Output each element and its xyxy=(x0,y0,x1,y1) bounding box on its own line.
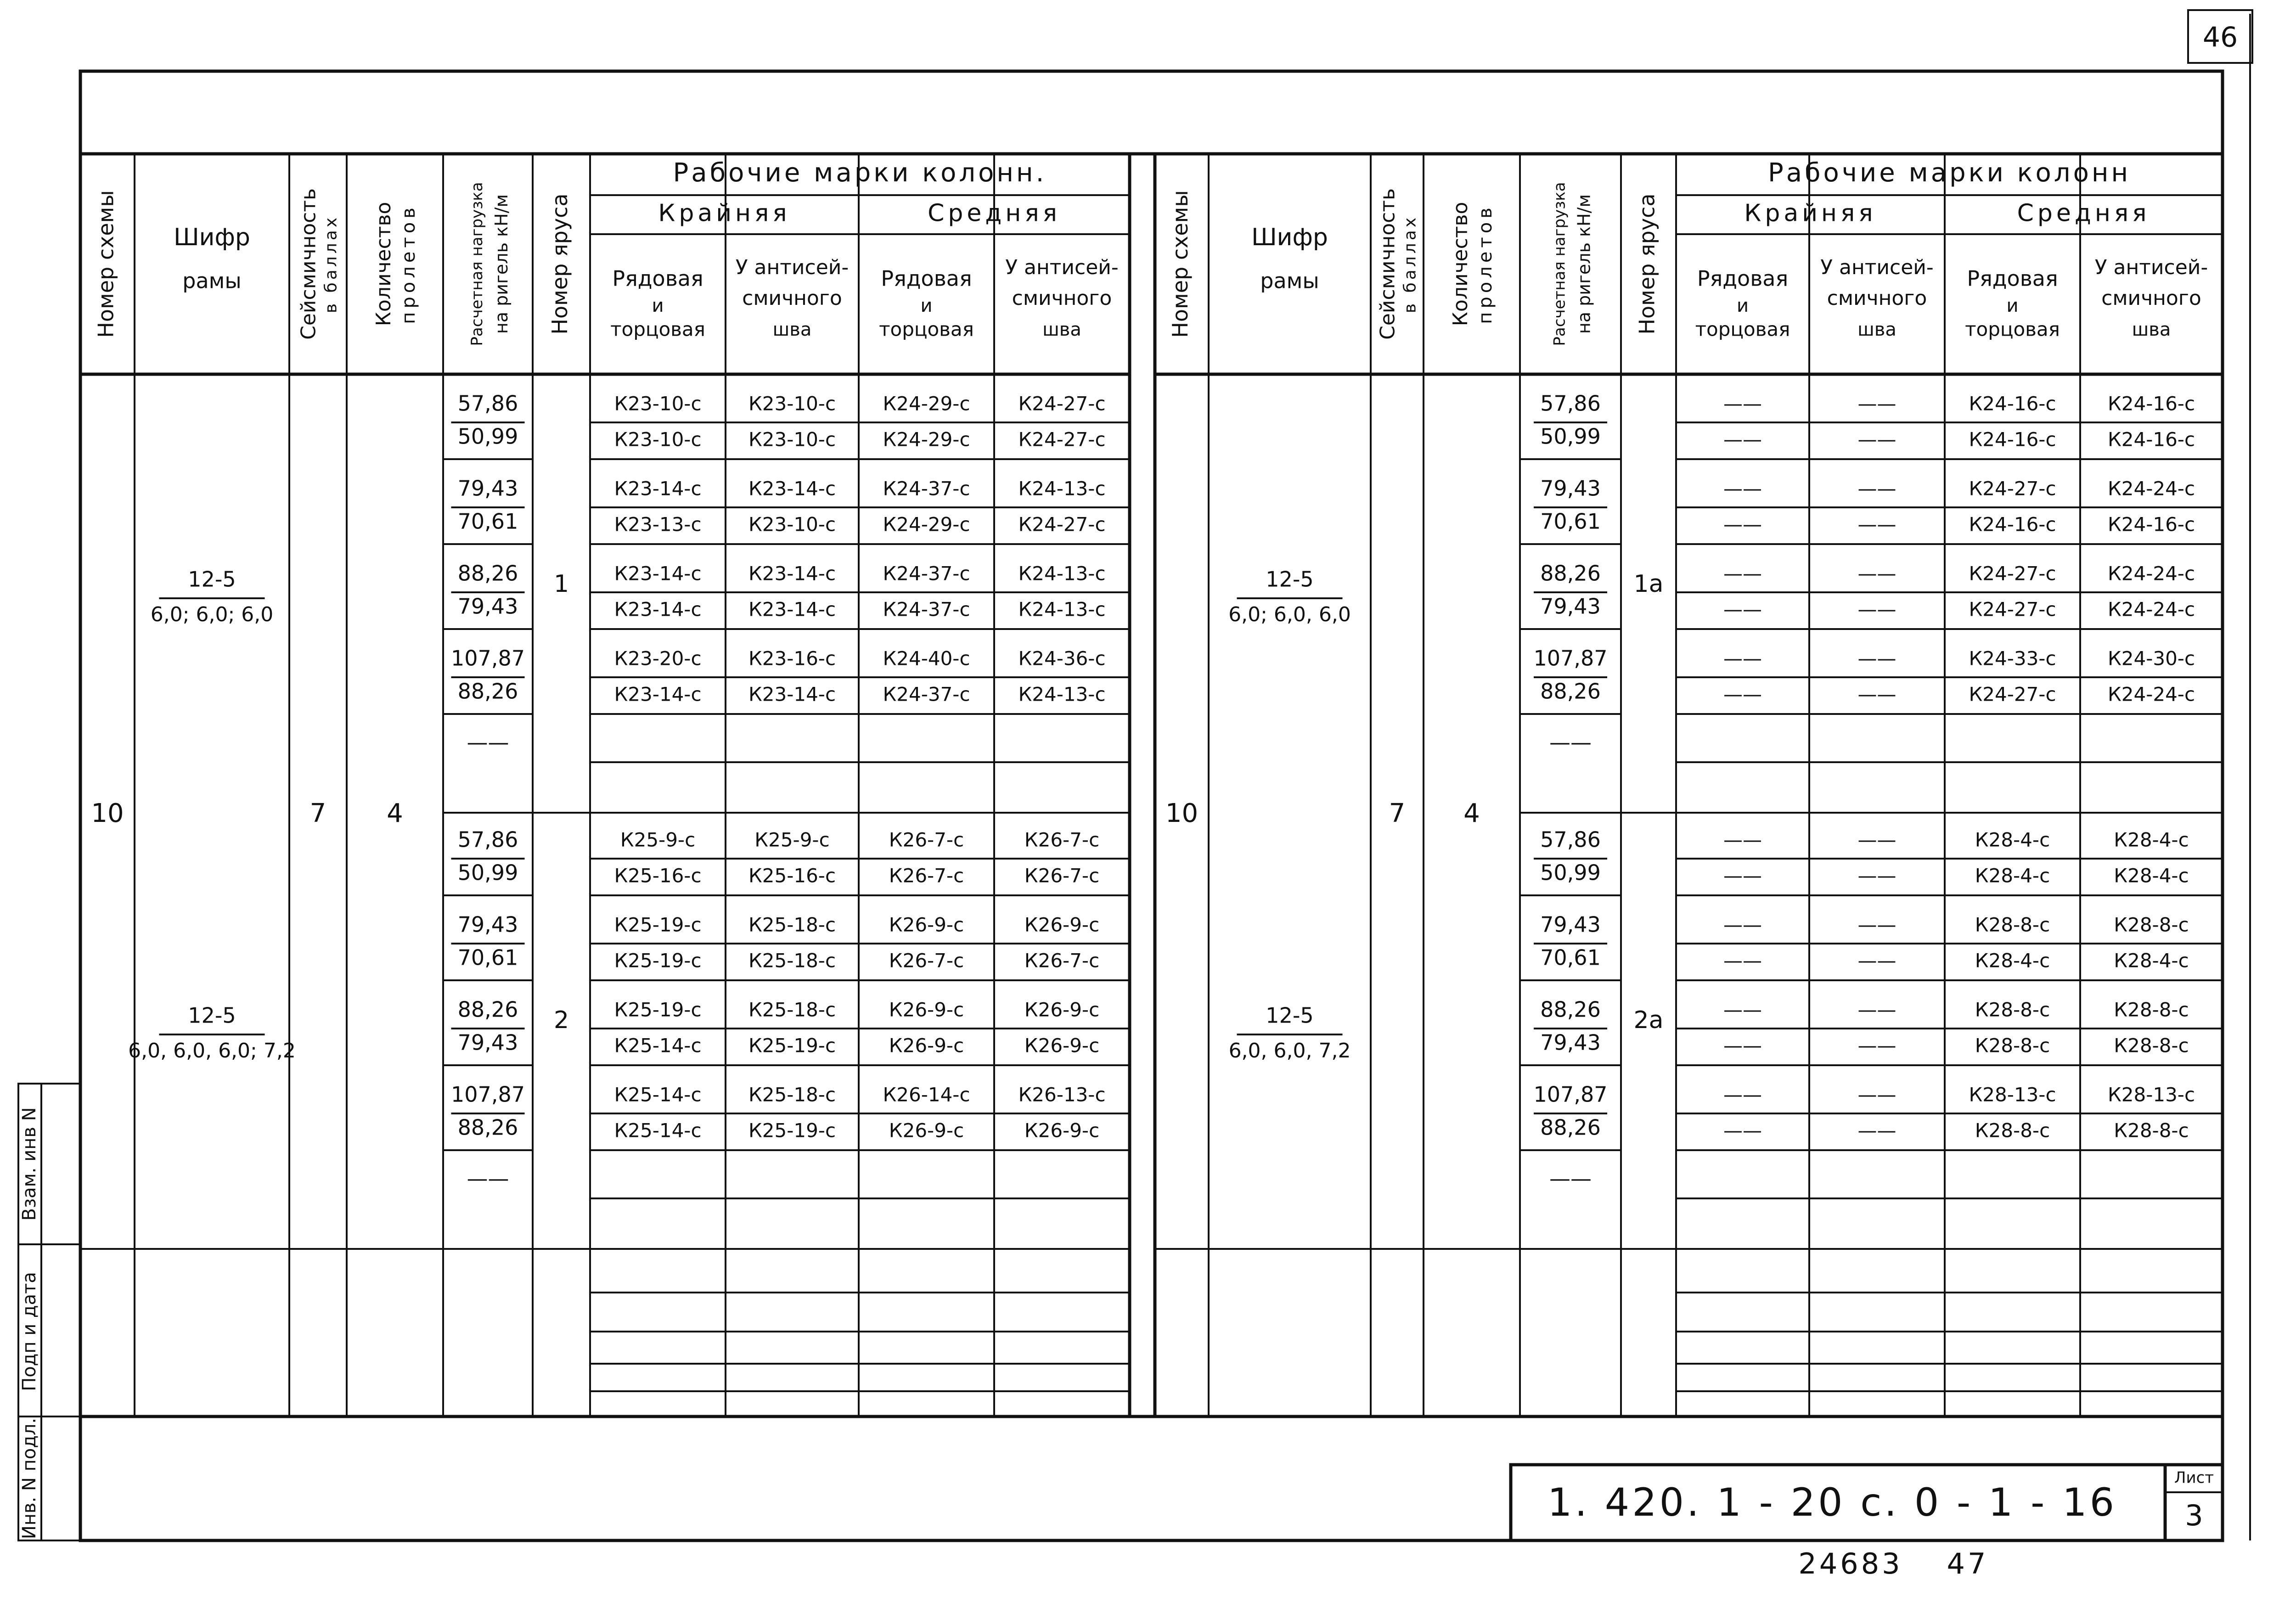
left_table-mark-top-1-0-3: К26-7-с xyxy=(1024,828,1100,851)
left_table-mark-top-1-2-2: К26-9-с xyxy=(889,998,964,1021)
left_table-load-top-0-3: 107,87 xyxy=(451,646,525,671)
right_table-load-top-0-0: 57,86 xyxy=(1540,391,1601,416)
right_table-hdr-anti-3-3: шва xyxy=(2132,319,2171,340)
left_table-mark-top-1-3-0: К25-14-с xyxy=(614,1083,702,1106)
right_table-mark-bottom-0-3-0: —— xyxy=(1723,683,1762,706)
left_table-hdr-rowcol-3-2: торцовая xyxy=(879,318,974,341)
left_table-hdr-tier-no: Номер яруса xyxy=(547,193,572,335)
right_table-frame-den-1: 6,0, 6,0, 7,2 xyxy=(1228,1039,1351,1062)
left_table-mark-bottom-0-0-2: К24-29-с xyxy=(883,428,970,451)
right_table-mark-bottom-0-2-0: —— xyxy=(1723,598,1762,621)
right_table-mark-top-0-3-2: К24-33-с xyxy=(1969,647,2056,670)
side-stamp-orig-inv: Инв. N подл. xyxy=(19,1417,40,1540)
right_table-mark-bottom-1-2-0: —— xyxy=(1723,1034,1762,1057)
right_table-mark-bottom-0-0-0: —— xyxy=(1723,428,1762,451)
archive-number: 24683 xyxy=(1798,1547,1903,1581)
right_table-hdr-edge: Крайняя xyxy=(1744,199,1877,227)
left_table-mark-bottom-1-3-0: К25-14-с xyxy=(614,1119,702,1142)
right_table-load-top-1-3: 107,87 xyxy=(1533,1082,1608,1107)
left_table-mark-bottom-0-2-0: К23-14-с xyxy=(614,598,702,621)
left_table-hdr-rowcol-3-0: торцовая xyxy=(610,318,705,341)
right_table-empty-load-0: —— xyxy=(1549,730,1592,755)
left_table-hdr-rowcol-2-0: и xyxy=(652,295,664,316)
right_table-hdr-anti-2-1: смичного xyxy=(1827,287,1927,310)
left_table-load-bottom-0-1: 70,61 xyxy=(457,509,518,534)
sheet-number: 3 xyxy=(2185,1499,2203,1533)
right_table-tier-number-1: 2а xyxy=(1633,1006,1664,1034)
left_table-hdr-seismicity: Сейсмичность xyxy=(297,188,321,340)
left_table-hdr-frame-code-1: Шифр xyxy=(174,224,250,251)
left_table-mark-bottom-0-2-3: К24-13-с xyxy=(1018,598,1106,621)
right_table-hdr-anti-1-3: У антисей- xyxy=(2094,256,2208,279)
right_table-mark-top-0-1-0: —— xyxy=(1723,477,1762,500)
right_table-hdr-tier-no: Номер яруса xyxy=(1634,193,1660,335)
right_table-hdr-rowcol-3-2: торцовая xyxy=(1965,318,2060,341)
right_table-mark-bottom-0-1-0: —— xyxy=(1723,513,1762,536)
left_table-hdr-spans-1: Количество xyxy=(372,202,395,326)
right_table-mark-bottom-1-1-2: К28-4-с xyxy=(1975,949,2050,972)
left_table-hdr-edge: Крайняя xyxy=(658,199,791,227)
left_table-mark-bottom-0-1-0: К23-13-с xyxy=(614,513,702,536)
left_table-mark-bottom-1-3-1: К25-19-с xyxy=(748,1119,836,1142)
left_table-mark-bottom-1-1-0: К25-19-с xyxy=(614,949,702,972)
right_table-mark-top-0-2-1: —— xyxy=(1857,562,1896,585)
left_table-frame-num-1: 12-5 xyxy=(188,1003,236,1028)
left_table-mark-bottom-0-0-0: К23-10-с xyxy=(614,428,702,451)
left_table-hdr-seismicity-unit: в баллах xyxy=(321,214,341,314)
right_table-mark-top-0-1-1: —— xyxy=(1857,477,1896,500)
left_table-hdr-spans-2: пролетов xyxy=(398,204,419,324)
right_table-mark-bottom-1-3-3: К28-8-с xyxy=(2114,1119,2189,1142)
right_table-mark-top-1-0-2: К28-4-с xyxy=(1975,828,2050,851)
table-lines xyxy=(18,10,2252,1540)
left_table-mark-bottom-1-2-3: К26-9-с xyxy=(1024,1034,1100,1057)
right_table-load-bottom-0-2: 79,43 xyxy=(1540,594,1601,619)
right_table-mark-bottom-0-0-1: —— xyxy=(1857,428,1896,451)
right_table-scheme-number: 10 xyxy=(1165,798,1199,829)
right_table-load-bottom-0-1: 70,61 xyxy=(1540,509,1601,534)
left_table-mark-bottom-0-3-2: К24-37-с xyxy=(883,683,970,706)
right_table-mark-top-0-3-0: —— xyxy=(1723,647,1762,670)
left_table-hdr-columns-title: Рабочие марки колонн. xyxy=(673,158,1047,188)
left_table-hdr-middle: Средняя xyxy=(928,199,1061,227)
left_table-tier-number-1: 2 xyxy=(553,1006,569,1034)
right_table-mark-bottom-1-1-1: —— xyxy=(1857,949,1896,972)
left_table-load-bottom-1-3: 88,26 xyxy=(457,1115,518,1140)
right_table-mark-top-1-0-0: —— xyxy=(1723,828,1762,851)
right_table-empty-load-1: —— xyxy=(1549,1166,1592,1191)
right_table-mark-bottom-0-1-3: К24-16-с xyxy=(2107,513,2195,536)
right_table-load-top-1-2: 88,26 xyxy=(1540,997,1601,1022)
right_table-hdr-anti-1-1: У антисей- xyxy=(1820,256,1934,279)
right_table-hdr-rowcol-2-2: и xyxy=(2006,295,2019,316)
left_table-mark-bottom-0-3-3: К24-13-с xyxy=(1018,683,1106,706)
right_table-mark-top-0-3-3: К24-30-с xyxy=(2107,647,2195,670)
right_table-mark-bottom-1-1-0: —— xyxy=(1723,949,1762,972)
left_table-load-top-1-3: 107,87 xyxy=(451,1082,525,1107)
left_table-mark-top-1-3-3: К26-13-с xyxy=(1018,1083,1106,1106)
left_table-mark-bottom-1-0-1: К25-16-с xyxy=(748,864,836,887)
left_table-mark-top-1-3-2: К26-14-с xyxy=(883,1083,970,1106)
right_table-mark-bottom-1-2-2: К28-8-с xyxy=(1975,1034,2050,1057)
right_table-mark-bottom-1-0-2: К28-4-с xyxy=(1975,864,2050,887)
left_table-load-top-0-2: 88,26 xyxy=(457,561,518,586)
right_table-mark-top-1-2-1: —— xyxy=(1857,998,1896,1021)
right_table-mark-top-0-2-0: —— xyxy=(1723,562,1762,585)
left_table-empty-load-0: —— xyxy=(467,730,509,755)
right_table-mark-top-0-0-1: —— xyxy=(1857,392,1896,415)
left_table-load-top-1-0: 57,86 xyxy=(457,827,518,852)
left_table-mark-top-1-2-3: К26-9-с xyxy=(1024,998,1100,1021)
left_table-mark-bottom-0-1-3: К24-27-с xyxy=(1018,513,1106,536)
left_table-mark-bottom-0-1-2: К24-29-с xyxy=(883,513,970,536)
document-code: 1. 420. 1 - 20 с. 0 - 1 - 16 xyxy=(1547,1479,2117,1525)
left_table-mark-top-0-3-2: К24-40-с xyxy=(883,647,970,670)
left_table-mark-top-0-0-2: К24-29-с xyxy=(883,392,970,415)
right_table-frame-den-0: 6,0; 6,0, 6,0 xyxy=(1228,603,1351,626)
left_table-mark-top-0-0-3: К24-27-с xyxy=(1018,392,1106,415)
left_table-mark-bottom-1-3-2: К26-9-с xyxy=(889,1119,964,1142)
left_table-load-bottom-0-3: 88,26 xyxy=(457,679,518,704)
right_table-mark-bottom-0-3-2: К24-27-с xyxy=(1969,683,2056,706)
right_table-hdr-anti-3-1: шва xyxy=(1857,319,1896,340)
left_table-mark-bottom-1-1-1: К25-18-с xyxy=(748,949,836,972)
right_table-mark-bottom-1-3-0: —— xyxy=(1723,1119,1762,1142)
right_table-mark-bottom-0-1-2: К24-16-с xyxy=(1969,513,2056,536)
right_table-mark-bottom-1-0-0: —— xyxy=(1723,864,1762,887)
right_table-mark-bottom-0-2-2: К24-27-с xyxy=(1969,598,2056,621)
right_table-seismicity-value: 7 xyxy=(1389,798,1406,829)
left_table-mark-bottom-0-3-1: К23-14-с xyxy=(748,683,836,706)
left_table-hdr-frame-code-2: рамы xyxy=(182,268,242,293)
left_table-mark-top-0-2-1: К23-14-с xyxy=(748,562,836,585)
left_table-load-bottom-1-1: 70,61 xyxy=(457,945,518,970)
left_table-mark-bottom-1-0-3: К26-7-с xyxy=(1024,864,1100,887)
right_table-mark-bottom-1-2-1: —— xyxy=(1857,1034,1896,1057)
left_table-mark-bottom-1-2-2: К26-9-с xyxy=(889,1034,964,1057)
left_table-load-bottom-1-0: 50,99 xyxy=(457,860,518,885)
right_table-load-bottom-0-3: 88,26 xyxy=(1540,679,1601,704)
left_table-mark-bottom-1-3-3: К26-9-с xyxy=(1024,1119,1100,1142)
left_table-span-count-value: 4 xyxy=(387,798,403,829)
left_table-mark-bottom-1-0-0: К25-16-с xyxy=(614,864,702,887)
left_table-mark-bottom-1-2-0: К25-14-с xyxy=(614,1034,702,1057)
right_table-mark-bottom-0-0-2: К24-16-с xyxy=(1969,428,2056,451)
left_table-mark-top-0-3-1: К23-16-с xyxy=(748,647,836,670)
right_table-mark-bottom-0-3-1: —— xyxy=(1857,683,1896,706)
side-stamp-swap-inv: Взам. инв N xyxy=(19,1107,40,1221)
right_table-mark-top-0-0-3: К24-16-с xyxy=(2107,392,2195,415)
right_table-hdr-rowcol-1-2: Рядовая xyxy=(1967,266,2058,291)
left_table-mark-top-0-1-3: К24-13-с xyxy=(1018,477,1106,500)
right_table-hdr-rowcol-3-0: торцовая xyxy=(1695,318,1790,341)
left_table-mark-top-1-0-0: К25-9-с xyxy=(620,828,696,851)
right_table-hdr-rowcol-2-0: и xyxy=(1737,295,1749,316)
right_table-mark-top-1-2-3: К28-8-с xyxy=(2114,998,2189,1021)
left_table-mark-top-0-0-0: К23-10-с xyxy=(614,392,702,415)
right_table-hdr-middle: Средняя xyxy=(2017,199,2150,227)
left_table-mark-top-0-2-3: К24-13-с xyxy=(1018,562,1106,585)
left_table-mark-top-1-0-2: К26-7-с xyxy=(889,828,964,851)
left_table-tier-number-0: 1 xyxy=(553,570,569,598)
right_table-frame-num-0: 12-5 xyxy=(1266,567,1314,592)
right_table-mark-top-0-3-1: —— xyxy=(1857,647,1896,670)
left_table-frame-num-0: 12-5 xyxy=(188,567,236,592)
right_table-mark-top-0-0-0: —— xyxy=(1723,392,1762,415)
right_table-mark-top-1-2-2: К28-8-с xyxy=(1975,998,2050,1021)
left_table-mark-bottom-0-1-1: К23-10-с xyxy=(748,513,836,536)
left_table-empty-load-1: —— xyxy=(467,1166,509,1191)
left_table-load-top-0-1: 79,43 xyxy=(457,476,518,501)
right_table-load-bottom-1-3: 88,26 xyxy=(1540,1115,1601,1140)
right_table-load-top-1-0: 57,86 xyxy=(1540,827,1601,852)
left_table-hdr-rowcol-1-0: Рядовая xyxy=(612,266,703,291)
left_table-mark-top-0-1-2: К24-37-с xyxy=(883,477,970,500)
right_table-mark-top-1-1-0: —— xyxy=(1723,913,1762,936)
left_table-mark-bottom-0-0-3: К24-27-с xyxy=(1018,428,1106,451)
left_table-mark-top-1-1-1: К25-18-с xyxy=(748,913,836,936)
left_table-load-top-1-2: 88,26 xyxy=(457,997,518,1022)
left_table-mark-bottom-0-2-2: К24-37-с xyxy=(883,598,970,621)
right_table-load-bottom-1-0: 50,99 xyxy=(1540,860,1601,885)
left_table-load-top-0-0: 57,86 xyxy=(457,391,518,416)
left_table-mark-top-0-1-1: К23-14-с xyxy=(748,477,836,500)
right_table-mark-top-1-2-0: —— xyxy=(1723,998,1762,1021)
left_table-mark-bottom-1-1-2: К26-7-с xyxy=(889,949,964,972)
left_table-frame-den-0: 6,0; 6,0; 6,0 xyxy=(150,603,274,626)
right_table-hdr-frame-code-1: Шифр xyxy=(1251,224,1328,251)
left_table-mark-bottom-0-0-1: К23-10-с xyxy=(748,428,836,451)
page-number: 47 xyxy=(1947,1547,1989,1581)
left_table-mark-bottom-1-2-1: К25-19-с xyxy=(748,1034,836,1057)
left_table-load-bottom-0-0: 50,99 xyxy=(457,424,518,449)
left_table-mark-top-0-3-3: К24-36-с xyxy=(1018,647,1106,670)
right_table-mark-bottom-1-3-2: К28-8-с xyxy=(1975,1119,2050,1142)
left_table-load-bottom-1-2: 79,43 xyxy=(457,1030,518,1055)
right_table-hdr-load-2: на ригель кН/м xyxy=(1574,194,1594,334)
right_table-hdr-columns-title: Рабочие марки колонн xyxy=(1767,158,2131,188)
left_table-mark-bottom-1-1-3: К26-7-с xyxy=(1024,949,1100,972)
right_table-mark-top-1-3-3: К28-13-с xyxy=(2107,1083,2195,1106)
right_table-mark-bottom-0-0-3: К24-16-с xyxy=(2107,428,2195,451)
right_table-hdr-seismicity-unit: в баллах xyxy=(1401,214,1420,314)
right_table-span-count-value: 4 xyxy=(1463,798,1480,829)
left_table-hdr-anti-3-3: шва xyxy=(1042,319,1081,340)
right_table-mark-top-0-2-2: К24-27-с xyxy=(1969,562,2056,585)
right_table-load-top-0-1: 79,43 xyxy=(1540,476,1601,501)
right_table-hdr-rowcol-1-0: Рядовая xyxy=(1697,266,1789,291)
right_table-mark-top-0-1-2: К24-27-с xyxy=(1969,477,2056,500)
left_table-mark-top-1-1-2: К26-9-с xyxy=(889,913,964,936)
left_table-hdr-rowcol-1-2: Рядовая xyxy=(881,266,972,291)
left_table-hdr-scheme-no: Номер схемы xyxy=(93,190,118,338)
right_table-mark-bottom-0-3-3: К24-24-с xyxy=(2107,683,2195,706)
left_table-hdr-anti-2-1: смичного xyxy=(742,287,842,310)
left_table-mark-top-0-1-0: К23-14-с xyxy=(614,477,702,500)
right_table-mark-top-1-1-2: К28-8-с xyxy=(1975,913,2050,936)
right_table-hdr-scheme-no: Номер схемы xyxy=(1168,190,1193,338)
right_table-hdr-seismicity: Сейсмичность xyxy=(1376,188,1400,340)
right_table-mark-top-1-0-1: —— xyxy=(1857,828,1896,851)
right_table-load-bottom-1-2: 79,43 xyxy=(1540,1030,1601,1055)
right_table-hdr-anti-2-3: смичного xyxy=(2101,287,2201,310)
right_table-load-top-0-2: 88,26 xyxy=(1540,561,1601,586)
sheet-label: Лист xyxy=(2174,1468,2214,1487)
right_table-mark-bottom-1-2-3: К28-8-с xyxy=(2114,1034,2189,1057)
left_table-hdr-anti-3-1: шва xyxy=(772,319,812,340)
left_table-hdr-anti-1-1: У антисей- xyxy=(735,256,849,279)
left_table-hdr-load-2: на ригель кН/м xyxy=(491,194,512,334)
left_table-hdr-anti-1-3: У антисей- xyxy=(1005,256,1119,279)
left_table-mark-bottom-1-0-2: К26-7-с xyxy=(889,864,964,887)
right_table-hdr-spans-1: Количество xyxy=(1449,202,1472,326)
right_table-load-bottom-0-0: 50,99 xyxy=(1540,424,1601,449)
right_table-mark-bottom-0-1-1: —— xyxy=(1857,513,1896,536)
left_table-seismicity-value: 7 xyxy=(310,798,326,829)
left_table-scheme-number: 10 xyxy=(91,798,124,829)
right_table-mark-top-1-1-1: —— xyxy=(1857,913,1896,936)
right_table-mark-bottom-1-0-3: К28-4-с xyxy=(2114,864,2189,887)
right_table-tier-number-0: 1а xyxy=(1633,570,1664,598)
left_table-load-top-1-1: 79,43 xyxy=(457,912,518,937)
right_table-mark-top-0-1-3: К24-24-с xyxy=(2107,477,2195,500)
left_table-mark-bottom-0-2-1: К23-14-с xyxy=(748,598,836,621)
right_table-mark-top-0-2-3: К24-24-с xyxy=(2107,562,2195,585)
right_table-mark-bottom-0-2-1: —— xyxy=(1857,598,1896,621)
right_table-mark-bottom-1-0-1: —— xyxy=(1857,864,1896,887)
left_table-mark-bottom-0-3-0: К23-14-с xyxy=(614,683,702,706)
corner-sheet-number: 46 xyxy=(2202,21,2238,54)
right_table-mark-bottom-1-3-1: —— xyxy=(1857,1119,1896,1142)
right_table-load-bottom-1-1: 70,61 xyxy=(1540,945,1601,970)
right_table-mark-top-1-1-3: К28-8-с xyxy=(2114,913,2189,936)
left_table-load-bottom-0-2: 79,43 xyxy=(457,594,518,619)
right_table-hdr-spans-2: пролетов xyxy=(1475,204,1496,324)
right_table-load-top-1-1: 79,43 xyxy=(1540,912,1601,937)
left_table-mark-top-0-0-1: К23-10-с xyxy=(748,392,836,415)
left_table-mark-top-0-3-0: К23-20-с xyxy=(614,647,702,670)
left_table-mark-top-1-1-3: К26-9-с xyxy=(1024,913,1100,936)
right_table-mark-bottom-1-1-3: К28-4-с xyxy=(2114,949,2189,972)
right_table-mark-top-1-3-0: —— xyxy=(1723,1083,1762,1106)
left_table-hdr-anti-2-3: смичного xyxy=(1012,287,1112,310)
side-stamp-sign-date: Подп и дата xyxy=(19,1272,40,1391)
left_table-frame-den-1: 6,0, 6,0, 6,0; 7,2 xyxy=(128,1039,296,1062)
left_table-mark-top-1-2-1: К25-18-с xyxy=(748,998,836,1021)
left_table-mark-top-1-2-0: К25-19-с xyxy=(614,998,702,1021)
right_table-frame-num-1: 12-5 xyxy=(1266,1003,1314,1028)
left_table-mark-top-0-2-0: К23-14-с xyxy=(614,562,702,585)
right_table-mark-top-1-3-2: К28-13-с xyxy=(1969,1083,2056,1106)
right_table-mark-top-1-0-3: К28-4-с xyxy=(2114,828,2189,851)
left_table-mark-top-1-0-1: К25-9-с xyxy=(754,828,830,851)
left_table-mark-top-1-1-0: К25-19-с xyxy=(614,913,702,936)
left_table-mark-top-1-3-1: К25-18-с xyxy=(748,1083,836,1106)
left_table-hdr-rowcol-2-2: и xyxy=(920,295,933,316)
right_table-mark-top-0-0-2: К24-16-с xyxy=(1969,392,2056,415)
left_table-hdr-load-1: Расчетная нагрузка xyxy=(468,182,486,346)
left_table-mark-top-0-2-2: К24-37-с xyxy=(883,562,970,585)
right_table-hdr-frame-code-2: рамы xyxy=(1260,268,1319,293)
right_table-load-top-0-3: 107,87 xyxy=(1533,646,1608,671)
right_table-mark-top-1-3-1: —— xyxy=(1857,1083,1896,1106)
right_table-mark-bottom-0-2-3: К24-24-с xyxy=(2107,598,2195,621)
right_table-hdr-load-1: Расчетная нагрузка xyxy=(1550,182,1569,346)
